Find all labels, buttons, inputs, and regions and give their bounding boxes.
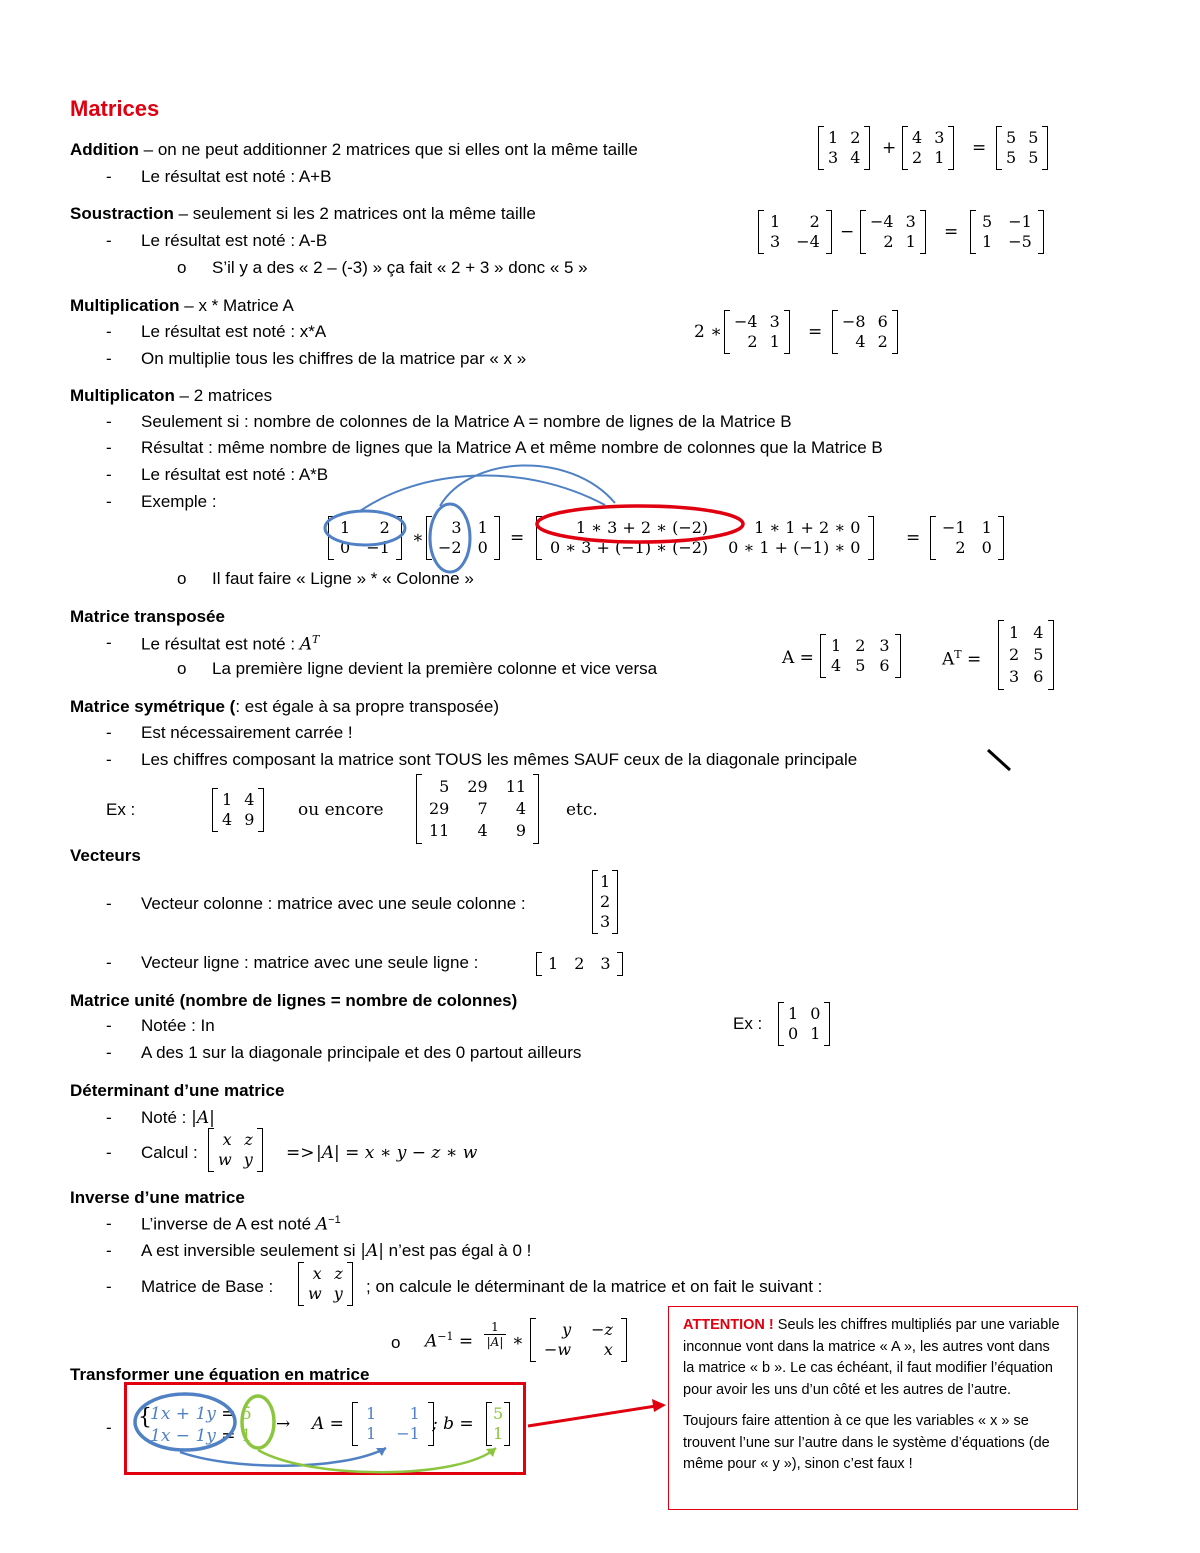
equals-sign: =: [944, 222, 959, 242]
matrix-cell: 1: [828, 128, 839, 147]
matrix-cell: y: [562, 1320, 572, 1339]
matrix-cell: 1: [981, 518, 992, 537]
matrix-cell: 2: [855, 636, 866, 655]
equation-1-eq: =: [221, 1404, 236, 1424]
soustraction-heading: Soustraction: [70, 204, 174, 223]
matrix-cell: 2: [379, 518, 390, 537]
bullet-dash: -: [106, 322, 112, 341]
matrix-cell: z: [334, 1264, 343, 1283]
bullet-dash: -: [106, 492, 112, 511]
matrix-cell: 1: [409, 1404, 420, 1423]
matrix-cell: 4: [912, 128, 923, 147]
matrix-cell: 29: [429, 799, 450, 818]
matrix-cell: 1: [366, 1404, 377, 1423]
matrix-cell: −5: [1008, 232, 1032, 251]
matrix-cell: 9: [515, 821, 527, 840]
matrix-cell: 4: [477, 821, 488, 840]
matrix-cell: 7: [477, 799, 488, 818]
inverse-formula-sup: −1: [437, 1330, 454, 1343]
matrix-cell: 0: [788, 1024, 799, 1043]
inverse-sup: −1: [328, 1214, 341, 1226]
matrix-cell: −4: [870, 212, 894, 231]
transposee-sub-1: La première ligne devient la première colonne et vice versa: [212, 659, 658, 678]
matrix-cell: 1: [222, 790, 233, 809]
addition-heading: Addition: [70, 140, 139, 159]
matrix-cell: y: [333, 1284, 343, 1303]
transformer-b-label: ; b =: [432, 1414, 474, 1434]
matrix-cell: 1: [770, 212, 781, 231]
matrix-cell: 2: [877, 332, 888, 351]
note-pointer-arrowhead: [652, 1399, 666, 1412]
multiplication2-text: – 2 matrices: [174, 386, 273, 405]
equals-sign: =: [808, 322, 823, 342]
matrix-cell: 1: [493, 1424, 504, 1443]
symetrique-heading-rest: : est égale à sa propre transposée): [235, 697, 500, 716]
symetrique-etc: etc.: [566, 800, 598, 820]
bullet-dash: -: [106, 750, 112, 769]
equals-sign: =: [510, 528, 525, 548]
times-sign: ∗: [412, 528, 424, 548]
determinant-bullet-2: Calcul :: [141, 1143, 198, 1162]
matrix-cell: 1: [788, 1004, 799, 1023]
bullet-dash: -: [106, 1214, 112, 1233]
matrix-cell: 4: [222, 810, 233, 829]
unite-bullet-2: A des 1 sur la diagonale principale et des 0 partout ailleurs: [141, 1043, 582, 1062]
equals-sign-2: =: [906, 528, 921, 548]
matrix-cell: −1: [942, 518, 966, 537]
addition-text: – on ne peut additionner 2 matrices que si elles ont la même taille: [138, 140, 638, 159]
bullet-dash: -: [106, 412, 112, 431]
unite-heading: Matrice unité (nombre de lignes = nombre de colonnes): [70, 991, 518, 1010]
matrix-cell: x: [603, 1340, 613, 1359]
matrix-cell: 5: [855, 656, 866, 675]
equation-2-lhs: 1x − 1y: [150, 1426, 216, 1446]
matrix-cell: 3: [828, 148, 839, 167]
unite-bullet-1: Notée : In: [141, 1016, 215, 1035]
matrix-cell: 2: [747, 332, 758, 351]
matrix-cell: 2: [883, 232, 894, 251]
matrix-cell: 0: [810, 1004, 821, 1023]
multiplication2-heading: Multiplicaton: [70, 386, 175, 405]
bullet-dash: -: [106, 953, 112, 972]
scalar: 2 ∗: [694, 322, 722, 342]
matrix-cell: w: [218, 1150, 232, 1169]
attention-note: [668, 1306, 1078, 1510]
note-pointer-line: [528, 1406, 656, 1426]
inverse-bullet-3: Matrice de Base :: [141, 1277, 274, 1296]
fraction-numerator: 1: [484, 1320, 506, 1335]
matrix-cell: 4: [244, 790, 255, 809]
multiplication-text: – x * Matrice A: [179, 296, 294, 315]
system-brace: {: [138, 1405, 152, 1430]
bullet-dash: -: [106, 349, 112, 368]
matrix-cell: 1: [905, 232, 916, 251]
matrix-cell: 1: [600, 872, 611, 891]
matrix-cell: y: [243, 1150, 253, 1169]
matrix-cell: 1: [548, 954, 559, 973]
matrix-cell: 3: [879, 636, 890, 655]
matrix-cell: 5: [1006, 148, 1017, 167]
symetrique-ex-label: Ex :: [106, 800, 136, 819]
minus-sign: −: [840, 222, 855, 242]
bullet-dash: -: [106, 633, 112, 652]
bullet-dash: -: [106, 1277, 112, 1296]
matrix-cell: 3: [1009, 667, 1020, 686]
matrix-cell: −2: [438, 538, 462, 557]
determinant-formula: |A| = x ∗ y − z ∗ w: [316, 1143, 478, 1163]
determinant-heading: Déterminant d’une matrice: [70, 1081, 285, 1100]
bullet-dash: -: [106, 1108, 112, 1127]
page-title: Matrices: [70, 96, 160, 121]
matrix-cell: 1: [477, 518, 488, 537]
matrix-cell: 3: [600, 912, 611, 931]
inverse-formula-eq: =: [458, 1331, 474, 1352]
at-label: A: [942, 649, 955, 670]
matrix-cell: 2: [912, 148, 923, 167]
matrix-cell: z: [244, 1130, 253, 1149]
matrix-cell: 5: [1033, 645, 1044, 664]
matrix-cell: 1: [769, 332, 780, 351]
transformer-heading: Transformer une équation en matrice: [70, 1365, 370, 1384]
vecteurs-heading: Vecteurs: [70, 846, 141, 865]
soustraction-sub-1: S’il y a des « 2 – (-3) » ça fait « 2 + 3 » donc « 5 »: [212, 258, 588, 277]
matrix-cell: 2: [955, 538, 966, 557]
matrix-cell: 6: [879, 656, 890, 675]
matrix-cell: 2: [850, 128, 861, 147]
multiplication2-sub-1: Il faut faire « Ligne » * « Colonne »: [212, 569, 474, 588]
inverse-formula-lhs: A: [425, 1331, 438, 1352]
matrix-cell: 11: [505, 777, 527, 796]
bullet-dash: -: [106, 1418, 112, 1437]
transposee-sup: T: [312, 633, 320, 646]
vecteurs-bullet-2: Vecteur ligne : matrice avec une seule ligne :: [141, 953, 479, 972]
matrix-cell: 2: [809, 212, 820, 231]
matrix-cell: 6: [877, 312, 888, 331]
matrix-cell: 9: [244, 810, 255, 829]
multiplication2-bullet-2: Résultat : même nombre de lignes que la Matrice A et même nombre de colonnes que la Matrice B: [141, 438, 883, 457]
coefficients-arrow: [180, 1448, 386, 1466]
note-text-1: Seuls les chiffres multipliés par une variable inconnue vont dans la matrice « A », les autres vont dans la matrice « b ». Le cas échéant, il faut modifier l’équation pour avoir les uns d’un côté et les autres de l’autre.: [683, 1317, 1060, 1398]
bullet-dash: -: [106, 1016, 112, 1035]
bullet-dash: -: [106, 1143, 112, 1162]
matrix-cell: 0: [981, 538, 992, 557]
bullet-dash: -: [106, 438, 112, 457]
inverse-bullet-2a: A est inversible seulement si: [141, 1241, 361, 1260]
inverse-bullet-3-rest: ; on calcule le déterminant de la matrice et on fait le suivant :: [366, 1277, 823, 1296]
matrix-cell: −4: [734, 312, 758, 331]
inverse-formula-op: ∗: [512, 1331, 524, 1351]
sub-bullet-o: o: [391, 1333, 401, 1352]
matrix-cell: 4: [515, 799, 527, 818]
matrix-cell: 3: [769, 312, 780, 331]
inverse-math: A: [315, 1214, 329, 1235]
matrix-cell: 1: [1009, 623, 1020, 642]
symetrique-bullet-2: Les chiffres composant la matrice sont TOUS les mêmes SAUF ceux de la diagonale principale: [141, 750, 858, 769]
matrix-cell: 3: [770, 232, 781, 251]
matrix-cell: −1: [396, 1424, 420, 1443]
vecteurs-bullet-1: Vecteur colonne : matrice avec une seule colonne :: [141, 894, 526, 913]
transposee-math: A: [299, 634, 313, 655]
determinant-bullet-1: Noté :: [141, 1108, 192, 1127]
matrix-cell: 1 ∗ 3 + 2 ∗ (−2): [575, 518, 709, 537]
bullet-dash: -: [106, 723, 112, 742]
matrix-cell: 4: [855, 332, 866, 351]
matrix-cell: 1: [340, 518, 351, 537]
inverse-heading: Inverse d’une matrice: [70, 1188, 245, 1207]
bullet-dash: -: [106, 465, 112, 484]
coefficients-ellipse: [135, 1394, 235, 1450]
determinant-arrow: =>: [286, 1143, 315, 1163]
transformer-a-label: A =: [312, 1414, 344, 1434]
matrix-cell: 2: [574, 954, 585, 973]
matrix-cell: 5: [1028, 128, 1039, 147]
symetrique-bullet-1: Est nécessairement carrée !: [141, 723, 353, 742]
multiplication2-bullet-3: Le résultat est noté : A*B: [141, 465, 329, 484]
multiplication-bullet-2: On multiplie tous les chiffres de la matrice par « x »: [141, 349, 527, 368]
matrix-cell: 4: [1033, 623, 1044, 642]
unite-ex-label: Ex :: [733, 1014, 763, 1033]
matrix-cell: 1: [366, 1424, 377, 1443]
equation-1-lhs: 1x + 1y: [150, 1404, 216, 1424]
matrix-cell: 1: [831, 636, 842, 655]
bullet-dash: -: [106, 231, 112, 250]
matrix-cell: x: [312, 1264, 322, 1283]
bullet-dash: -: [106, 167, 112, 186]
multiplication2-bullet-4: Exemple :: [141, 492, 217, 511]
matrix-cell: 0: [340, 538, 351, 557]
matrix-cell: 4: [850, 148, 861, 167]
matrix-cell: −1: [1008, 212, 1032, 231]
matrix-cell: 5: [439, 777, 450, 796]
matrix-cell: 2: [1009, 645, 1020, 664]
matrix-cell: 1: [934, 148, 945, 167]
matrix-cell: 11: [429, 821, 450, 840]
matrix-cell: 5: [1006, 128, 1017, 147]
matrix-cell: 29: [467, 777, 488, 796]
bullet-dash: -: [106, 1241, 112, 1260]
matrix-cell: 3: [451, 518, 462, 537]
at-equals: =: [967, 649, 982, 670]
at-sup: T: [954, 648, 962, 661]
matrix-cell: 0 ∗ 3 + (−1) ∗ (−2): [550, 538, 709, 557]
transformer-arrow: →: [276, 1414, 291, 1434]
matrix-cell: 1: [810, 1024, 821, 1043]
matrix-cell: w: [308, 1284, 322, 1303]
sub-bullet-o: o: [177, 569, 187, 588]
symetrique-heading: Matrice symétrique (: [70, 697, 236, 716]
note-attention: ATTENTION !: [683, 1317, 774, 1333]
sub-bullet-o: o: [177, 659, 187, 678]
fraction-denominator: |A|: [486, 1335, 504, 1349]
determinant-math: |A|: [191, 1108, 215, 1128]
sub-bullet-o: o: [177, 258, 187, 277]
matrix-cell: 1: [982, 232, 993, 251]
equation-2-eq: =: [221, 1426, 236, 1446]
matrix-cell: 5: [982, 212, 993, 231]
note-paragraph-1: [683, 1315, 1063, 1401]
equals-sign: =: [972, 138, 987, 158]
equation-1-rhs: 5: [240, 1404, 252, 1424]
constants-ellipse: [242, 1396, 274, 1448]
bullet-dash: -: [106, 1043, 112, 1062]
transposee-heading: Matrice transposée: [70, 607, 225, 626]
matrix-cell: x: [222, 1130, 232, 1149]
matrix-cell: −1: [366, 538, 390, 557]
note-paragraph-2: Toujours faire attention à ce que les variables « x » se trouvent l’une sur l’autre dans le système d’équations (de même pour « y »), sinon c’est faux !: [683, 1413, 1050, 1472]
matrix-cell: 4: [831, 656, 842, 675]
matrix-cell: −4: [796, 232, 820, 251]
matrix-cell: −8: [842, 312, 866, 331]
symetrique-ou: ou encore: [298, 800, 384, 820]
matrix-cell: 2: [600, 892, 611, 911]
matrix-cell: 0 ∗ 1 + (−1) ∗ 0: [728, 538, 861, 557]
matrix-cell: −w: [544, 1340, 572, 1359]
soustraction-text: – seulement si les 2 matrices ont la même taille: [173, 204, 536, 223]
equation-2-rhs: 1: [240, 1426, 252, 1446]
matrix-cell: 5: [493, 1404, 504, 1423]
transposee-bullet-1: Le résultat est noté :: [141, 634, 300, 654]
addition-bullet-1: Le résultat est noté : A+B: [141, 167, 332, 186]
inverse-bullet-1: L’inverse de A est noté: [141, 1214, 316, 1234]
a-label: A =: [782, 648, 814, 668]
matrix-cell: 5: [1028, 148, 1039, 167]
bullet-dash: -: [106, 894, 112, 913]
multiplication2-bullet-1: Seulement si : nombre de colonnes de la Matrice A = nombre de lignes de la Matrice B: [141, 412, 792, 431]
plus-sign: +: [882, 138, 897, 158]
matrix-cell: 3: [905, 212, 916, 231]
multiplication-bullet-1: Le résultat est noté : x*A: [141, 322, 327, 341]
soustraction-bullet-1: Le résultat est noté : A-B: [141, 231, 328, 250]
matrix-cell: 6: [1033, 667, 1044, 686]
matrix-cell: 1 ∗ 1 + 2 ∗ 0: [754, 518, 861, 537]
multiplication-heading: Multiplication: [70, 296, 180, 315]
matrix-cell: −z: [591, 1320, 613, 1339]
matrix-cell: 3: [600, 954, 611, 973]
matrix-cell: 3: [934, 128, 945, 147]
inverse-bullet-2-math: |A|: [360, 1241, 384, 1261]
matrix-cell: 0: [477, 538, 488, 557]
inverse-bullet-2b: n’est pas égal à 0 !: [383, 1241, 532, 1260]
